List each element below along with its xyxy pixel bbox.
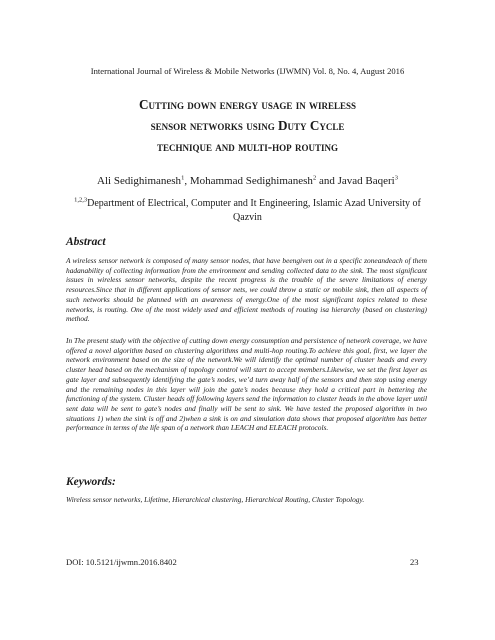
affiliation-text: Department of Electrical, Computer and It Engineering, Islamic Azad University of Qazvin bbox=[87, 198, 421, 223]
title-line: Cutting down energy usage in wireless bbox=[138, 97, 357, 112]
doi-footer: DOI: 10.5121/ijwmn.2016.8402 bbox=[66, 557, 177, 567]
author-affil-mark: 3 bbox=[394, 174, 398, 182]
affiliation bbox=[70, 197, 425, 225]
keywords-heading: Keywords: bbox=[66, 476, 116, 488]
author-separator: , bbox=[184, 175, 190, 187]
abstract-paragraph: A wireless sensor network is composed of many sensor nodes, that have beengiven out in a specific zoneandeach of them hadanability of collecting information from the environment and sending collected data to the sink. The most significant issues in wireless sensor networks, despite the recent progress is the trouble of the severe limitations of energy resources.Since that in different applications of sensor nets, we could throw a static or mobile sink, then all aspects of such networks should be planned with an awareness of energy.One of the most significant topics related to these networks, is routing. One of the most widely used and efficient methods of routing isa hierarchy (based on clustering) method. bbox=[66, 256, 427, 324]
journal-header: International Journal of Wireless & Mobile Networks (IJWMN) Vol. 8, No. 4, August 2016 bbox=[90, 66, 405, 76]
keywords-text: Wireless sensor networks, Lifetime, Hierarchical clustering, Hierarchical Routing, Cluster Topology. bbox=[66, 495, 365, 504]
author-affil-mark: 1 bbox=[181, 174, 185, 182]
title-line: sensor networks using Duty Cycle bbox=[150, 118, 345, 133]
author-name: Mohammad Sedighimanesh bbox=[189, 175, 313, 187]
author-list bbox=[0, 174, 495, 188]
abstract-paragraph: In The present study with the objective of cutting down energy consumption and persistence of network coverage, we have offered a novel algorithm based on clustering algorithms and multi-hop routing.To achieve this goal, first, we layer the network environment based on the size of the network.We will identify the optimal number of cluster heads and every cluster head based on the mechanism of topology control will start to accept members.Likewise, we set the first layer as gate layer and subsequently identifying the gate’s nodes, we’d turn away half of the sensors and then stop using energy and the remaining nodes in this layer will join the gate’s nodes because they hold a critical part in bettering the functioning of the system. Cluster heads off following layers send the information to cluster heads in the above layer until sent data will be sent to gate’s nodes and finally will be sent to sink. We have tested the proposed algorithm in two situations 1) when the sink is off and 2)when a sink is on and simulation data shows that proposed algorithm has better performance in terms of the life span of a network than LEACH and ELEACH protocols. bbox=[66, 336, 427, 433]
author-separator: and bbox=[316, 175, 338, 187]
affiliation-mark: 1,2,3 bbox=[74, 196, 88, 204]
abstract-heading: Abstract bbox=[66, 236, 106, 248]
page-number: 23 bbox=[410, 557, 419, 567]
title-line: technique and multi-hop routing bbox=[157, 139, 338, 154]
author-affil-mark: 2 bbox=[312, 174, 317, 182]
paper-title bbox=[40, 94, 455, 157]
author-name: Javad Baqeri bbox=[337, 175, 395, 187]
author-name: Ali Sedighimanesh bbox=[97, 175, 182, 187]
